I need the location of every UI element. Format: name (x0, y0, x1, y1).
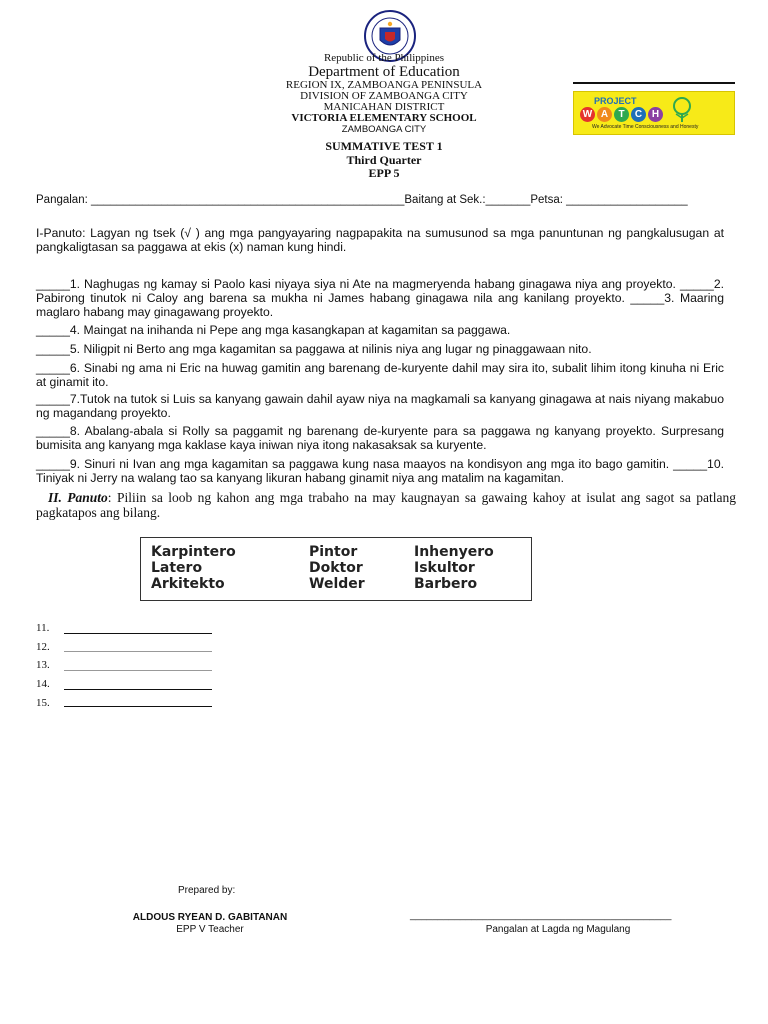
answer-line-14[interactable] (64, 689, 212, 690)
logo-tagline: We Advocate Time Consciousness and Honesty (592, 124, 699, 130)
student-info-line: Pangalan: _________________________________________________Baitang at Sek.:_______Petsa: ___________________ (36, 194, 688, 206)
choice-arkitekto: Arkitekto (151, 576, 225, 592)
logo-rule (573, 82, 735, 84)
choice-welder: Welder (309, 576, 365, 592)
part2-text: : Piliin sa loob ng kahon ang mga trabaho na may kaugnayan sa gawaing kahoy at isulat ang sagot sa patlang pagkatapos ang bilang. (36, 490, 736, 520)
choice-doktor: Doktor (309, 560, 363, 576)
logo-letter-w: W (580, 107, 595, 122)
item-4: _____4. Maingat na inihanda ni Pepe ang mga kasangkapan at kagamitan sa paggawa. (36, 323, 511, 337)
prepared-by-label: Prepared by: (178, 885, 236, 896)
choice-pintor: Pintor (309, 544, 358, 560)
choice-inhenyero: Inhenyero (414, 544, 494, 560)
choice-latero: Latero (151, 560, 203, 576)
school-name: VICTORIA ELEMENTARY SCHOOL (291, 112, 477, 124)
project-watch-logo (573, 91, 735, 135)
answer-line-15[interactable] (64, 706, 212, 707)
test-title: SUMMATIVE TEST 1 (325, 139, 443, 153)
logo-project-text: PROJECT (594, 96, 637, 106)
part2-instructions (36, 490, 736, 520)
division-line: DIVISION OF ZAMBOANGA CITY (300, 90, 468, 102)
choice-iskultor: Iskultor (414, 560, 475, 576)
quarter-line: Third Quarter (346, 153, 422, 167)
item-6: _____6. Sinabi ng ama ni Eric na huwag gamitin ang barenang de-kuryente dahil may sira ito, subalit lihim itong kinuha ni Eric at ginamit ito. (36, 361, 724, 389)
choice-barbero: Barbero (414, 576, 478, 592)
item-5: _____5. Niligpit ni Berto ang mga kagamitan sa paggawa at nilinis niya ang lugar ng pinaggawaan nito. (36, 342, 592, 356)
republic-line: Republic of the Philippines (323, 52, 445, 64)
teacher-title: EPP V Teacher (176, 924, 244, 935)
choices-box (140, 537, 532, 601)
region-line: REGION IX, ZAMBOANGA PENINSULA (285, 79, 483, 91)
item-7: _____7.Tutok na tutok si Luis sa kanyang gawain dahil ayaw niya na magkamali sa kanyang ginagawa at nais niyang makabuo ng magandang proyekto. (36, 392, 724, 420)
answer-line-12[interactable] (64, 651, 212, 652)
item-9-10: _____9. Sinuri ni Ivan ang mga kagamitan sa paggawa kung nasa maayos na kondisyon ang mga ito bago gamitin. _____10. Tiniyak ni Jerry na walang tao sa kanyang likuran habang ginamit niya ang matalim na kagamitan. (36, 457, 724, 485)
answer-number-14: 14. (36, 678, 50, 690)
item-1-3: _____1. Naghugas ng kamay si Paolo kasi niyaya siya ni Ate na magmeryenda habang ginagawa niya ang proyekto. _____2. Pabirong tinutok ni Caloy ang barena sa mukha ni James habang ginagawa nila ang kanilang proyekto. _____3. Maaring maglaro habang may ginagawang proyekto. (36, 277, 724, 319)
city-line: ZAMBOANGA CITY (341, 124, 427, 135)
answer-line-11[interactable] (64, 633, 212, 634)
part2-label: II. Panuto (48, 490, 108, 505)
department-title: Department of Education (308, 64, 460, 80)
answer-number-11: 11. (36, 622, 50, 634)
parent-signature-label: Pangalan at Lagda ng Magulang (485, 924, 631, 935)
teacher-name: ALDOUS RYEAN D. GABITANAN (132, 912, 288, 923)
answer-number-12: 12. (36, 641, 50, 653)
parent-signature-line: _______________________________________________ (410, 910, 672, 921)
part1-instructions: I-Panuto: Lagyan ng tsek (√ ) ang mga pangyayaring nagpapakita na sumusunod sa mga panuntunan ng pangkalusugan at pangkaligtasan sa paggawa at ekis (x) naman kung hindi. (36, 226, 724, 254)
choice-karpintero: Karpintero (151, 544, 236, 560)
subject-line: EPP 5 (368, 166, 400, 180)
item-8: _____8. Abalang-abala si Rolly sa paggamit ng barenang de-kuryente para sa paggawa ng kanyang proyekto. Surpresang bumisita ang kanyang mga kaklase kaya iniwan niya itong nakasaksak sa kuryente. (36, 424, 724, 452)
answer-line-13[interactable] (64, 670, 212, 671)
logo-letter-c: C (631, 107, 646, 122)
answer-number-15: 15. (36, 697, 50, 709)
answer-number-13: 13. (36, 659, 50, 671)
district-line: MANICAHAN DISTRICT (323, 101, 445, 113)
logo-letter-h: H (648, 107, 663, 122)
logo-letters (580, 107, 663, 122)
logo-letter-a: A (597, 107, 612, 122)
logo-letter-t: T (614, 107, 629, 122)
